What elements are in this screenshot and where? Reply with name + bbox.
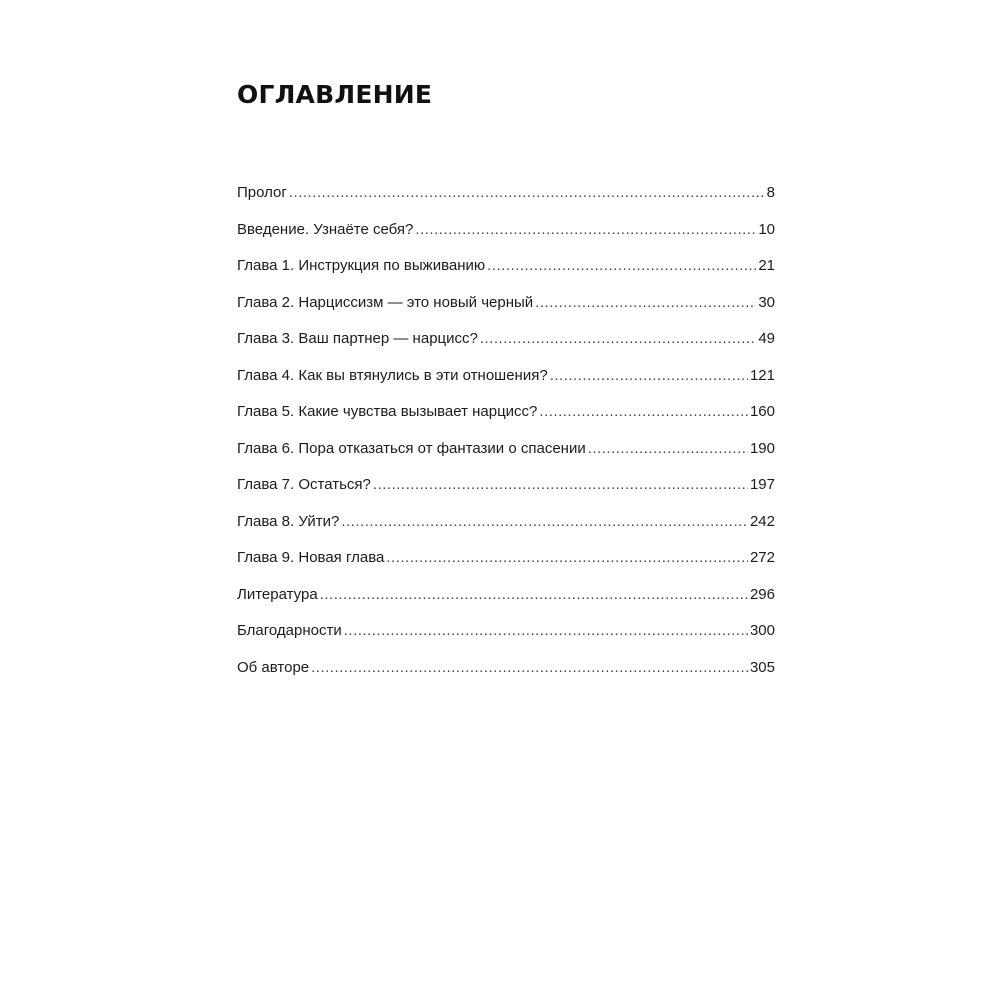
toc-entry-introduction xyxy=(237,217,775,254)
toc-entry-page: 296 xyxy=(749,585,775,603)
toc-entry-acknowledgements xyxy=(237,618,775,655)
toc-entry-title: Глава 4. Как вы втянулись в эти отношения? xyxy=(237,366,548,384)
toc-dot-leader xyxy=(373,472,748,498)
toc-entry-page: 121 xyxy=(749,366,775,384)
toc-entry-chapter-8 xyxy=(237,509,775,546)
toc-entry-chapter-4 xyxy=(237,363,775,400)
toc-dot-leader xyxy=(344,618,748,644)
toc-dot-leader xyxy=(535,290,756,316)
toc-entry-page: 197 xyxy=(749,476,775,493)
toc-entry-title: Литература xyxy=(237,585,318,603)
toc-entry-title: Глава 7. Остаться? xyxy=(237,476,371,493)
toc-entry-prologue xyxy=(237,180,775,217)
toc-entry-chapter-3 xyxy=(237,326,775,363)
toc-dot-leader xyxy=(311,655,748,681)
toc-entry-title: Глава 9. Новая глава xyxy=(237,549,385,566)
toc-dot-leader xyxy=(341,509,748,535)
toc-entry-page: 49 xyxy=(758,330,775,347)
toc-entry-title: Глава 2. Нарциссизм — это новый черный xyxy=(237,293,534,311)
toc-dot-leader xyxy=(415,217,756,243)
toc-heading: ОГЛАВЛЕНИЕ xyxy=(237,80,433,109)
toc-entry-title: Благодарности xyxy=(237,622,342,639)
toc-entry-chapter-5 xyxy=(237,399,775,436)
toc-dot-leader xyxy=(320,582,748,608)
toc-entry-literature xyxy=(237,582,775,619)
toc-entry-page: 272 xyxy=(749,549,775,566)
toc-entry-chapter-1 xyxy=(237,253,775,290)
toc-dot-leader xyxy=(289,180,765,206)
toc-dot-leader xyxy=(588,436,748,462)
toc-entry-title: Глава 6. Пора отказаться от фантазии о спасении xyxy=(237,439,586,457)
toc-entry-chapter-2 xyxy=(237,290,775,327)
toc-entry-title: Пролог xyxy=(237,184,287,201)
toc-entry-title: Глава 5. Какие чувства вызывает нарцисс? xyxy=(237,403,538,420)
toc-list xyxy=(237,180,775,691)
toc-dot-leader xyxy=(487,253,756,279)
toc-entry-page: 300 xyxy=(749,622,775,639)
toc-entry-page: 10 xyxy=(758,220,775,238)
toc-dot-leader xyxy=(550,363,748,389)
toc-entry-chapter-7 xyxy=(237,472,775,509)
toc-entry-title: Введение. Узнаёте себя? xyxy=(237,220,414,238)
toc-entry-page: 21 xyxy=(758,257,775,274)
toc-entry-chapter-6 xyxy=(237,436,775,473)
toc-entry-page: 242 xyxy=(749,512,775,530)
toc-entry-chapter-9 xyxy=(237,545,775,582)
toc-entry-title: Глава 3. Ваш партнер — нарцисс? xyxy=(237,330,478,347)
toc-entry-page: 30 xyxy=(758,293,775,311)
toc-entry-title: Глава 8. Уйти? xyxy=(237,512,340,530)
toc-dot-leader xyxy=(386,545,748,571)
toc-entry-page: 190 xyxy=(749,439,775,457)
toc-entry-page: 8 xyxy=(766,184,775,201)
toc-entry-title: Об авторе xyxy=(237,658,310,676)
toc-entry-title: Глава 1. Инструкция по выживанию xyxy=(237,257,486,274)
toc-entry-page: 160 xyxy=(749,403,775,420)
toc-entry-page: 305 xyxy=(749,658,775,676)
toc-entry-about-author xyxy=(237,655,775,692)
toc-dot-leader xyxy=(480,326,756,352)
toc-dot-leader xyxy=(539,399,748,425)
